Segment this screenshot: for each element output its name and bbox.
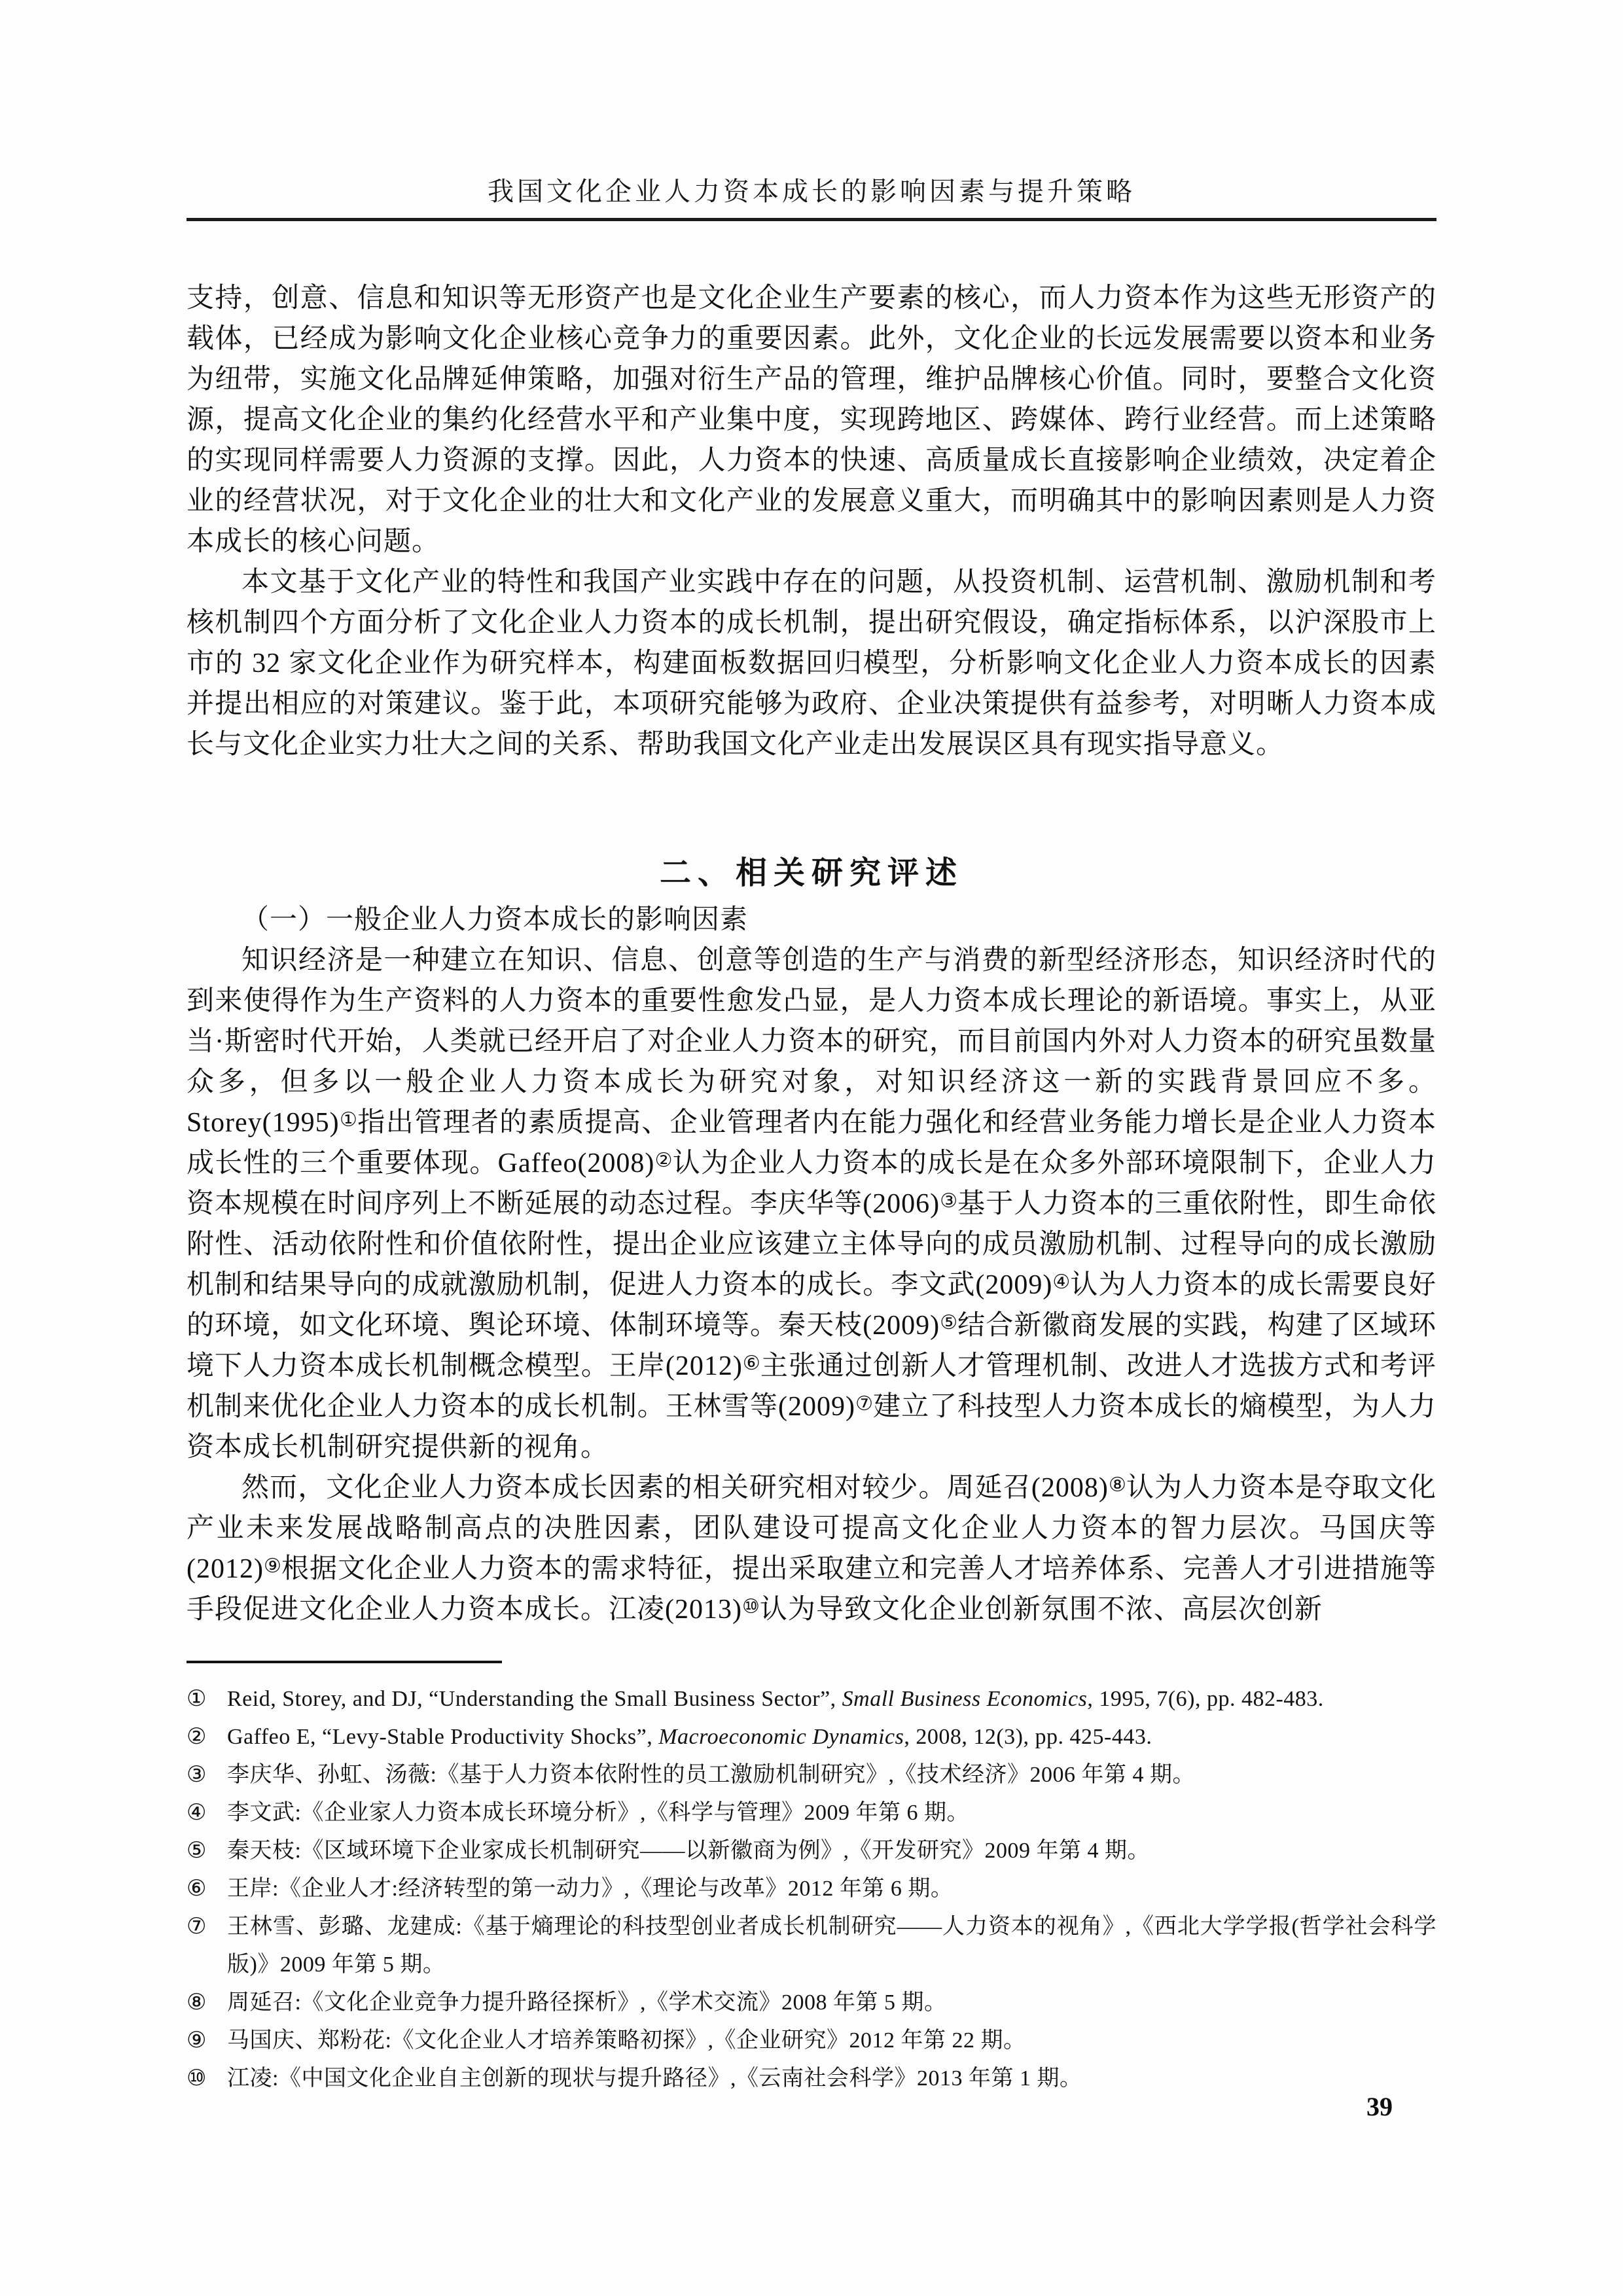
footnote-item	[187, 1794, 1436, 1832]
footnote-ref: ⑩	[741, 1596, 760, 1617]
footnote-item	[187, 1680, 1436, 1718]
footnote-marker: ⑥	[187, 1877, 207, 1901]
footnote-item	[187, 1984, 1436, 2022]
subsection-heading: （一）一般企业人力资本成长的影响因素	[241, 905, 749, 935]
footnotes-block	[187, 1661, 1436, 2098]
footnote-ref: ⑤	[940, 1312, 958, 1333]
footnote-text: 李庆华、孙虹、汤薇:《基于人力资本依附性的员工激励机制研究》,《技术经济》2006 年第 4 期。	[227, 1763, 1195, 1787]
footnote-ref: ⑨	[263, 1555, 281, 1577]
footnote-text: 李文武:《企业家人力资本成长环境分析》,《科学与管理》2009 年第 6 期。	[227, 1801, 969, 1825]
footnote-item	[187, 2060, 1436, 2098]
footnote-text: 王岸:《企业人才:经济转型的第一动力》,《理论与改革》2012 年第 6 期。	[227, 1877, 954, 1901]
intro-section	[187, 278, 1436, 765]
footnote-text: 江凌:《中国文化企业自主创新的现状与提升路径》,《云南社会科学》2013 年第 1 期。	[227, 2066, 1082, 2091]
footnote-text: 周延召:《文化企业竞争力提升路径探析》,《学术交流》2008 年第 5 期。	[227, 1990, 947, 2015]
footnote-marker: ⑦	[187, 1915, 207, 1939]
footnote-ref: ⑦	[855, 1393, 874, 1415]
journal-title: Macroeconomic Dynamics	[658, 1725, 904, 1749]
footnote-item	[187, 1908, 1436, 1984]
footnote-text: Reid, Storey, and DJ, “Understanding the Small Business Sector”, Small Business Economics, 1995, 7(6), pp. 482-483.	[227, 1687, 1324, 1711]
footnote-item	[187, 2022, 1436, 2060]
footnote-ref: ③	[940, 1190, 958, 1212]
footnote-ref: ①	[339, 1109, 358, 1131]
journal-title: Small Business Economics	[842, 1687, 1088, 1711]
footnote-ref: ②	[654, 1150, 673, 1171]
footnote-item	[187, 1718, 1436, 1756]
body-paragraph: 支持，创意、信息和知识等无形资产也是文化企业生产要素的核心，而人力资本作为这些无形资产的载体，已经成为影响文化企业核心竞争力的重要因素。此外，文化企业的长远发展需要以资本和业务为纽带，实施文化品牌延伸策略，加强对衍生产品的管理，维护品牌核心价值。同时，要整合文化资源，提高文化企业的集约化经营水平和产业集中度，实现跨地区、跨媒体、跨行业经营。而上述策略的实现同样需要人力资源的支撑。因此，人力资本的快速、高质量成长直接影响企业绩效，决定着企业的经营状况，对于文化企业的壮大和文化产业的发展意义重大，而明确其中的影响因素则是人力资本成长的核心问题。	[187, 283, 1436, 557]
footnote-marker: ⑤	[187, 1839, 207, 1863]
footnote-list	[187, 1680, 1436, 2098]
body-paragraph: 然而，文化企业人力资本成长因素的相关研究相对较少。周延召(2008)⑧认为人力资本是夺取文化产业未来发展战略制高点的决胜因素，团队建设可提高文化企业人力资本的智力层次。马国庆等(2012)⑨根据文化企业人力资本的需求特征，提出采取建立和完善人才培养体系、完善人才引进措施等手段促进文化企业人力资本成长。江凌(2013)⑩认为导致文化企业创新氛围不浓、高层次创新	[187, 1473, 1436, 1625]
footnote-marker: ②	[187, 1725, 207, 1749]
footnote-item	[187, 1756, 1436, 1794]
footnote-rule	[187, 1661, 502, 1663]
footnote-marker: ⑧	[187, 1990, 207, 2015]
body-paragraph: 知识经济是一种建立在知识、信息、创意等创造的生产与消费的新型经济形态，知识经济时代的到来使得作为生产资料的人力资本的重要性愈发凸显，是人力资本成长理论的新语境。事实上，从亚当·斯密时代开始，人类就已经开启了对企业人力资本的研究，而目前国内外对人力资本的研究虽数量众多，但多以一般企业人力资本成长为研究对象，对知识经济这一新的实践背景回应不多。Storey(1995)①指出管理者的素质提高、企业管理者内在能力强化和经营业务能力增长是企业人力资本成长性的三个重要体现。Gaffeo(2008)②认为企业人力资本的成长是在众多外部环境限制下，企业人力资本规模在时间序列上不断延展的动态过程。李庆华等(2006)③基于人力资本的三重依附性，即生命依附性、活动依附性和价值依附性，提出企业应该建立主体导向的成员激励机制、过程导向的成长激励机制和结果导向的成就激励机制，促进人力资本的成长。李文武(2009)④认为人力资本的成长需要良好的环境，如文化环境、舆论环境、体制环境等。秦天枝(2009)⑤结合新徽商发展的实践，构建了区域环境下人力资本成长机制概念模型。王岸(2012)⑥主张通过创新人才管理机制、改进人才选拔方式和考评机制来优化企业人力资本的成长机制。王林雪等(2009)⑦建立了科技型人力资本成长的熵模型，为人力资本成长机制研究提供新的视角。	[187, 945, 1436, 1462]
footnote-text: Gaffeo E, “Levy-Stable Productivity Shocks”, Macroeconomic Dynamics, 2008, 12(3), pp. 425-443.	[227, 1725, 1152, 1749]
section-heading: 二、相关研究评述	[659, 856, 963, 891]
footnote-marker: ③	[187, 1763, 207, 1787]
review-section	[187, 940, 1436, 1630]
body-paragraph: 本文基于文化产业的特性和我国产业实践中存在的问题，从投资机制、运营机制、激励机制和考核机制四个方面分析了文化企业人力资本的成长机制，提出研究假设，确定指标体系，以沪深股市上市的 32 家文化企业作为研究样本，构建面板数据回归模型，分析影响文化企业人力资本成长的因素并提出相应的对策建议。鉴于此，本项研究能够为政府、企业决策提供有益参考，对明晰人力资本成长与文化企业实力壮大之间的关系、帮助我国文化产业走出发展误区具有现实指导意义。	[187, 567, 1436, 760]
footnote-ref: ⑧	[1108, 1474, 1126, 1496]
footnote-marker: ⑩	[187, 2066, 207, 2091]
footnote-text: 马国庆、郑粉花:《文化企业人才培养策略初探》,《企业研究》2012 年第 22 期。	[227, 2028, 1026, 2053]
page-header	[187, 0, 1436, 221]
footnote-marker: ⑨	[187, 2028, 207, 2053]
header-rule	[187, 218, 1436, 221]
article-body	[187, 278, 1436, 1630]
footnote-text: 王林雪、彭璐、龙建成:《基于熵理论的科技型创业者成长机制研究——人力资本的视角》,《西北大学学报(哲学社会科学版)》2009 年第 5 期。	[227, 1915, 1436, 1977]
footnote-ref: ⑥	[742, 1352, 760, 1374]
page-number: 39	[1366, 2092, 1393, 2121]
footnote-ref: ④	[1052, 1271, 1071, 1293]
footnote-marker: ①	[187, 1687, 207, 1711]
footnote-text: 秦天枝:《区域环境下企业家成长机制研究——以新徽商为例》,《开发研究》2009 年第 4 期。	[227, 1839, 1150, 1863]
footnote-marker: ④	[187, 1801, 207, 1825]
footnote-item	[187, 1832, 1436, 1870]
footnote-item	[187, 1870, 1436, 1908]
running-title: 我国文化企业人力资本成长的影响因素与提升策略	[488, 177, 1135, 206]
